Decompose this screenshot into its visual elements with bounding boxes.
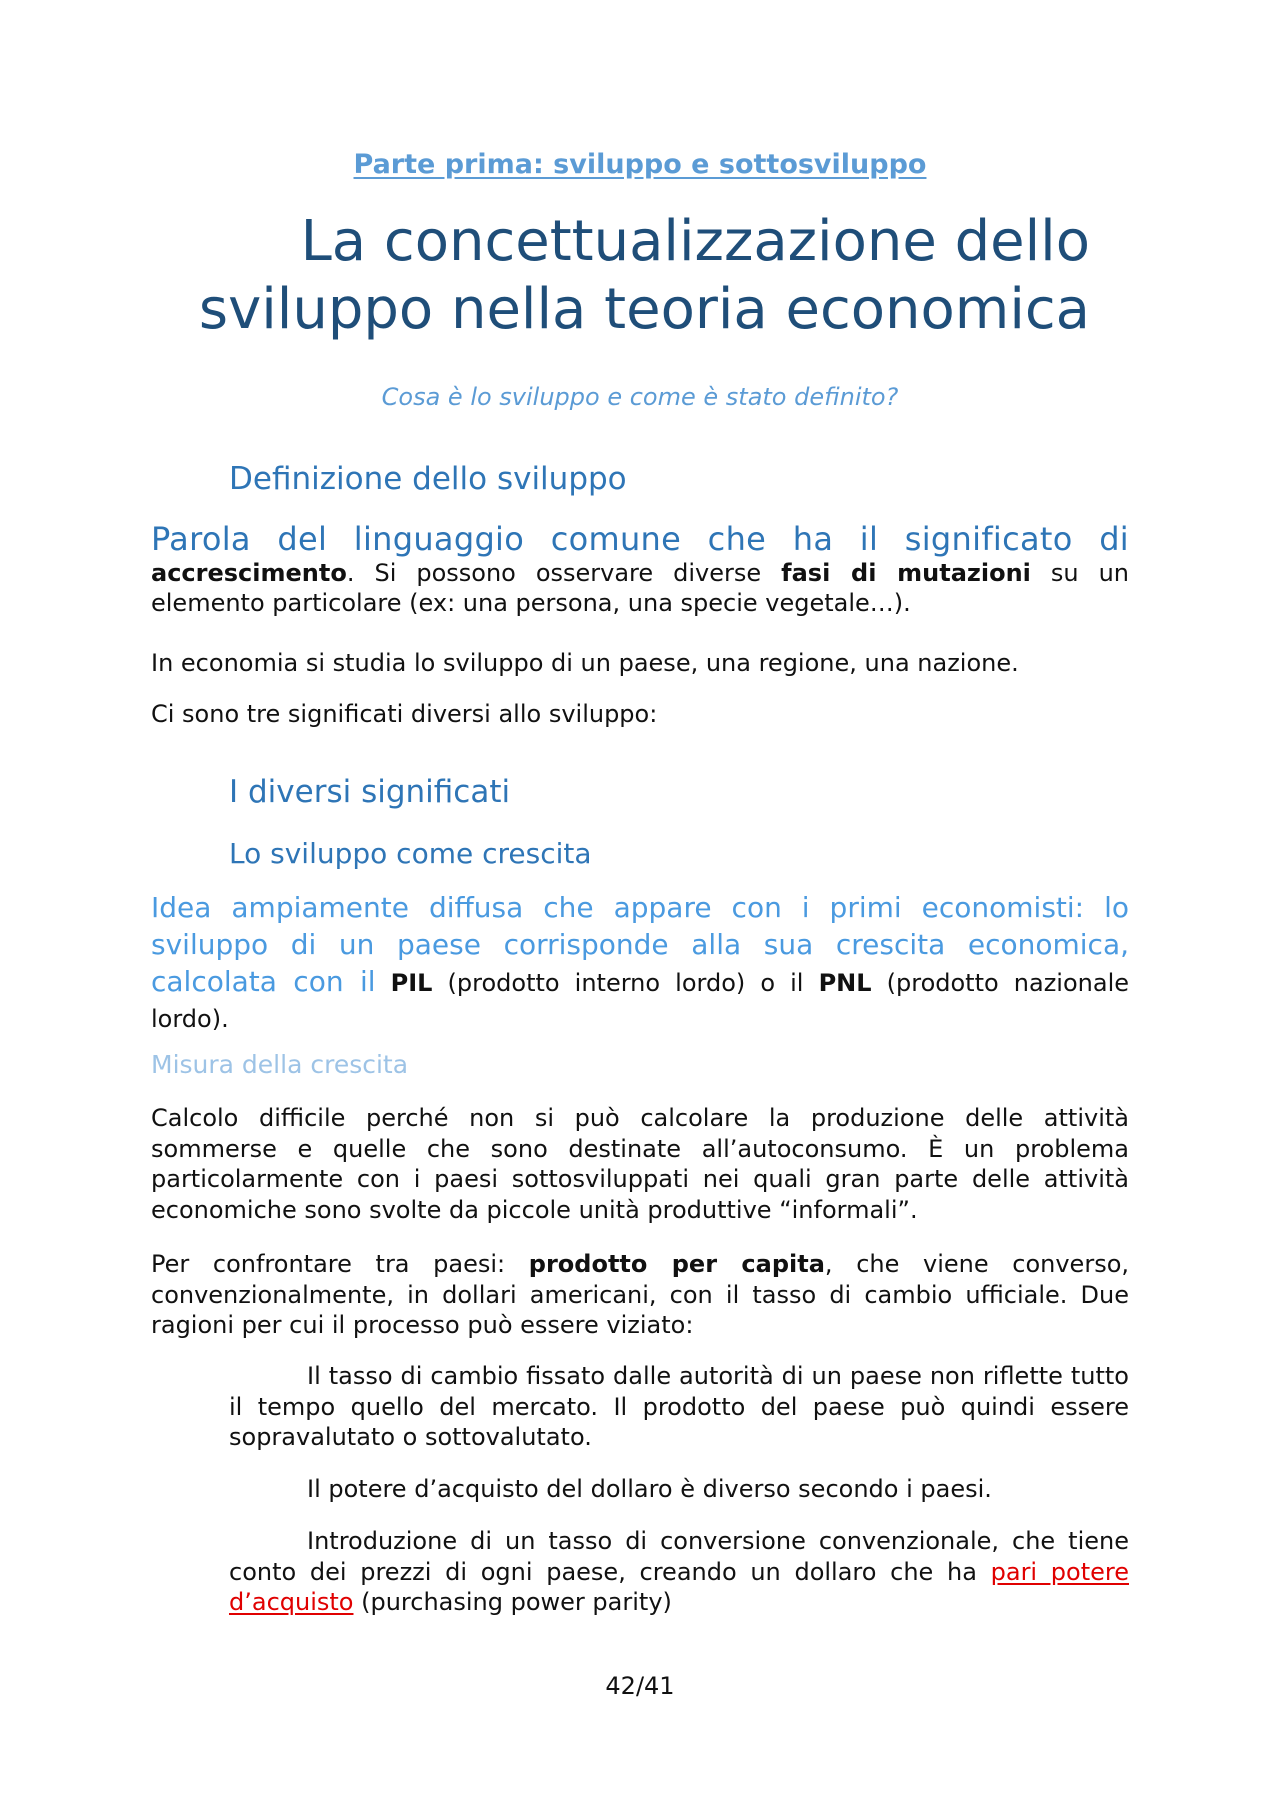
paragraph-text: (prodotto interno lordo) o il [432,969,819,997]
bold-term-pil: PIL [390,969,433,997]
bold-term-accrescimento: accrescimento [151,558,347,587]
page-number: 42/41 [605,1672,675,1700]
part-heading-text: Parte prima: sviluppo e sottosviluppo [353,149,927,180]
paragraph-definizione [151,520,1129,619]
paragraph-text: , che viene converso, convenzionalmente, in dollari americani, con il tasso di cambio ufficiale. Due ragioni per cui il processo può essere viziato: [151,1250,1130,1339]
paragraph-crescita [151,890,1129,1037]
paragraph-text: Introduzione di un tasso di conversione convenzionale, che tiene conto dei prezzi di ogni paese, creando un dollaro che ha [229,1527,1129,1586]
heading-definizione: Definizione dello sviluppo [229,461,627,497]
document-subtitle: Cosa è lo sviluppo e come è stato definito? [381,383,899,411]
heading-sviluppo-crescita: Lo sviluppo come crescita [229,837,592,870]
paragraph-text: Per confrontare tra paesi: [151,1250,529,1278]
paragraph-lead: Idea ampiamente diffusa che appare con i primi economisti: lo sviluppo di un paese corrisponde alla sua crescita economica, calcolata con il [151,891,1129,998]
list-item-tasso-cambio: Il tasso di cambio fissato dalle autorità di un paese non riflette tutto il tempo quello del mercato. Il prodotto del paese può quindi essere sopravalutato o sottovalutato. [229,1362,1129,1451]
paragraph-text: (prodotto nazionale lordo). [151,969,1130,1033]
paragraph-text: su un elemento particolare (ex: una persona, una specie vegetale…). [151,558,1129,617]
title-line-2: sviluppo nella teoria economica [198,277,1090,342]
heading-diversi-significati: I diversi significati [229,774,511,810]
heading-misura-crescita: Misura della crescita [151,1050,409,1079]
paragraph-confrontare [151,1249,1129,1341]
paragraph-economia: In economia si studia lo sviluppo di un paese, una regione, una nazione. [151,649,1019,677]
link-pari-potere-acquisto[interactable]: pari potere d’acquisto [229,1557,1129,1616]
bold-term-fasi: fasi di mutazioni [781,558,1031,587]
paragraph-text: . Si possono osservare diverse [346,558,782,587]
document-title [190,208,1090,344]
paragraph-lead: Parola del linguaggio comune che ha il significato di [151,520,1129,558]
paragraph-text: (purchasing power parity) [353,1588,672,1616]
title-line-1: La concettualizzazione dello [300,209,1090,274]
paragraph-calcolo: Calcolo difficile perché non si può calcolare la produzione delle attività sommerse e quelle che sono destinate all’autoconsumo. È un problema particolarmente con i paesi sottosviluppati nei quali gran parte delle attività economiche sono svolte da piccole unità produttive “informali”. [151,1104,1129,1224]
list-item-tasso-conversione [229,1526,1129,1618]
part-heading [0,149,1280,180]
bold-term-prodotto-capita: prodotto per capita [528,1250,825,1278]
bold-term-pnl: PNL [818,969,872,997]
paragraph-tre-significati: Ci sono tre significati diversi allo sviluppo: [151,700,658,728]
list-item-potere-acquisto: Il potere d’acquisto del dollaro è diverso secondo i paesi. [307,1475,992,1503]
